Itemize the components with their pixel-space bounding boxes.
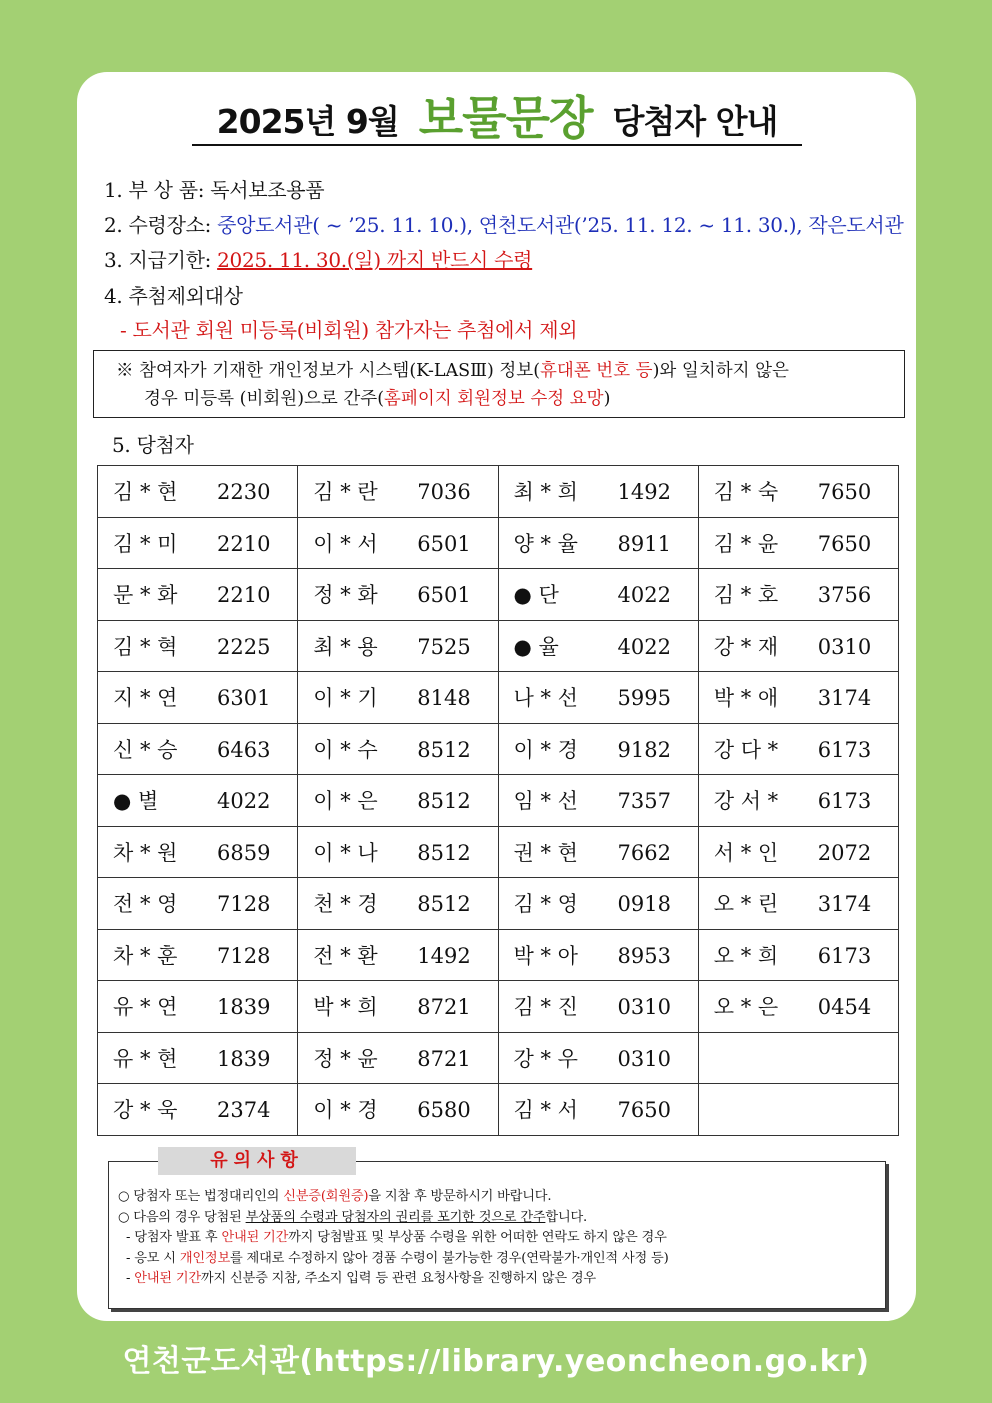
winner-name: 박 * 희 bbox=[313, 995, 378, 1020]
winner-cell bbox=[498, 1032, 698, 1084]
winner-cell bbox=[298, 826, 498, 878]
table-row bbox=[98, 929, 899, 981]
winner-cell bbox=[98, 775, 298, 827]
winner-code: 1839 bbox=[217, 1046, 271, 1071]
winner-cell bbox=[98, 929, 298, 981]
winner-code: 1492 bbox=[417, 943, 471, 968]
winner-name: 차 * 원 bbox=[113, 840, 178, 865]
winner-cell bbox=[298, 878, 498, 930]
info-pickup-label: 2. 수령장소: bbox=[104, 213, 218, 237]
winner-code: 0918 bbox=[617, 892, 671, 917]
winner-name: 김 * 란 bbox=[313, 480, 378, 505]
winner-name: 신 * 승 bbox=[113, 737, 178, 762]
caution-line-4: - 응모 시 개인정보를 제대로 수정하지 않아 경품 수령이 불가능한 경우(연락불가·개인적 사정 등) bbox=[118, 1250, 669, 1266]
winner-cell bbox=[98, 723, 298, 775]
winner-name: 이 * 나 bbox=[313, 840, 378, 865]
winner-cell bbox=[298, 1032, 498, 1084]
winner-cell bbox=[98, 569, 298, 621]
winner-name: 이 * 기 bbox=[313, 686, 378, 711]
caution-line-1: ○ 당첨자 또는 법정대리인의 신분증(회원증)을 지참 후 방문하시기 바랍니다. bbox=[118, 1189, 552, 1204]
winner-cell bbox=[698, 620, 898, 672]
winner-name: 이 * 경 bbox=[513, 737, 578, 762]
caution-lines bbox=[118, 1187, 669, 1290]
table-row bbox=[98, 981, 899, 1033]
winner-cell bbox=[98, 620, 298, 672]
winner-code: 8721 bbox=[417, 995, 471, 1020]
caution-line-3: - 당첨자 발표 후 안내된 기간까지 당첨발표 및 부상품 수령을 위한 어떠한 연락도 하지 않은 경우 bbox=[118, 1230, 667, 1245]
winner-name: 강 * 재 bbox=[713, 634, 779, 659]
winner-name: 김 * 호 bbox=[713, 583, 779, 608]
info-prize: 1. 부 상 품: 독서보조용품 bbox=[104, 178, 325, 202]
winner-code: 6501 bbox=[417, 531, 471, 556]
winner-code: 7650 bbox=[617, 1098, 671, 1123]
winner-name: 나 * 선 bbox=[513, 686, 578, 711]
winner-code: 2210 bbox=[217, 531, 271, 556]
winner-code: 2230 bbox=[217, 480, 271, 505]
winner-code: 6501 bbox=[417, 583, 471, 608]
winner-name: 강 서 * bbox=[713, 789, 779, 814]
winner-code: 5995 bbox=[617, 686, 671, 711]
winner-code: 8512 bbox=[417, 737, 471, 762]
winner-cell bbox=[498, 620, 698, 672]
winner-cell bbox=[698, 929, 898, 981]
winner-name: 정 * 윤 bbox=[313, 1046, 378, 1071]
winner-name: 김 * 숙 bbox=[713, 480, 779, 505]
winner-name: 유 * 현 bbox=[113, 1046, 178, 1071]
winner-name: 차 * 훈 bbox=[113, 943, 178, 968]
page-title bbox=[192, 88, 802, 146]
winner-code: 7128 bbox=[217, 943, 271, 968]
title-suffix: 당첨자 안내 bbox=[612, 102, 778, 141]
winner-name: 오 * 은 bbox=[713, 995, 779, 1020]
winner-cell bbox=[98, 826, 298, 878]
winner-name: 양 * 율 bbox=[513, 531, 578, 556]
info-deadline bbox=[104, 244, 532, 273]
winner-name: 유 * 연 bbox=[113, 995, 178, 1020]
winner-name: 김 * 혁 bbox=[113, 634, 178, 659]
footer-library-url[interactable]: 연천군도서관(https://library.yeoncheon.go.kr) bbox=[122, 1344, 870, 1379]
table-row bbox=[98, 517, 899, 569]
winner-code: 6463 bbox=[217, 737, 271, 762]
winner-name: 이 * 은 bbox=[313, 789, 378, 814]
winners-table bbox=[97, 465, 899, 1136]
winner-code: 6301 bbox=[217, 686, 271, 711]
winner-cell bbox=[98, 878, 298, 930]
winner-code: 6173 bbox=[817, 943, 872, 968]
notice-line-1: ※ 참여자가 기재한 개인정보가 시스템(K-LASⅢ) 정보(휴대폰 번호 등)와 일치하지 않은 bbox=[116, 361, 789, 381]
winner-code: 1839 bbox=[217, 995, 271, 1020]
winner-code: 3174 bbox=[817, 686, 872, 711]
winner-name: 천 * 경 bbox=[313, 892, 378, 917]
winner-cell bbox=[498, 775, 698, 827]
winner-name: 문 * 화 bbox=[113, 583, 178, 608]
winner-name: 지 * 연 bbox=[113, 686, 178, 711]
winner-code: 6173 bbox=[817, 789, 872, 814]
winner-code: 6580 bbox=[417, 1098, 471, 1123]
winner-code: 8953 bbox=[617, 943, 671, 968]
table-row bbox=[98, 723, 899, 775]
winner-code: 7357 bbox=[617, 789, 671, 814]
winner-name: 오 * 희 bbox=[713, 943, 779, 968]
winner-name: 김 * 현 bbox=[113, 480, 178, 505]
winner-name: 박 * 아 bbox=[513, 943, 578, 968]
winner-name: 이 * 경 bbox=[313, 1098, 378, 1123]
winner-cell bbox=[98, 981, 298, 1033]
winner-cell bbox=[298, 981, 498, 1033]
winner-cell bbox=[498, 981, 698, 1033]
table-row bbox=[98, 775, 899, 827]
winner-name: 박 * 애 bbox=[713, 686, 779, 711]
winner-cell bbox=[498, 826, 698, 878]
winner-cell bbox=[498, 878, 698, 930]
winner-code: 3174 bbox=[817, 892, 872, 917]
winner-code: 4022 bbox=[617, 583, 671, 608]
winner-name: 김 * 진 bbox=[513, 995, 578, 1020]
info-deadline-label: 3. 지급기한: bbox=[104, 248, 218, 272]
winner-cell bbox=[298, 1084, 498, 1136]
winner-code: 1492 bbox=[617, 480, 671, 505]
winner-name: 오 * 린 bbox=[713, 892, 779, 917]
winner-code: 3756 bbox=[817, 583, 872, 608]
winner-name: 김 * 미 bbox=[113, 531, 178, 556]
winner-name: 이 * 서 bbox=[313, 531, 378, 556]
winner-code: 0310 bbox=[817, 634, 872, 659]
winner-cell bbox=[698, 981, 898, 1033]
winner-code: 4022 bbox=[217, 789, 271, 814]
winner-cell bbox=[498, 672, 698, 724]
winner-cell bbox=[498, 1084, 698, 1136]
winner-name: 강 * 욱 bbox=[113, 1098, 178, 1123]
winner-code: 7128 bbox=[217, 892, 271, 917]
winner-name: 서 * 인 bbox=[713, 840, 779, 865]
table-row bbox=[98, 1084, 899, 1136]
winner-name: ● 단 bbox=[513, 583, 559, 608]
winner-code: 8512 bbox=[417, 840, 471, 865]
winner-name: 전 * 환 bbox=[313, 943, 378, 968]
info-pickup-value: 중앙도서관( ~ ’25. 11. 10.), 연천도서관(’25. 11. 12. ~ 11. 30.), 작은도서관 bbox=[217, 213, 904, 237]
winner-cell bbox=[298, 569, 498, 621]
winner-code: 8512 bbox=[417, 789, 471, 814]
winner-code: 2210 bbox=[217, 583, 271, 608]
title-prefix: 2025년 9월 bbox=[216, 102, 399, 141]
winner-cell bbox=[698, 672, 898, 724]
table-row bbox=[98, 620, 899, 672]
info-exclusion: 4. 추첨제외대상 bbox=[104, 284, 243, 308]
winner-code: 0310 bbox=[617, 1046, 671, 1071]
winner-code: 6173 bbox=[817, 737, 872, 762]
winner-name: 강 다 * bbox=[713, 737, 779, 762]
info-pickup-place bbox=[104, 209, 903, 238]
winner-name: 최 * 용 bbox=[313, 634, 378, 659]
winner-code: 7036 bbox=[417, 480, 471, 505]
winner-name: 이 * 수 bbox=[313, 737, 378, 762]
winner-name: 강 * 우 bbox=[513, 1046, 578, 1071]
winner-name: ● 율 bbox=[513, 634, 559, 659]
winner-code: 8911 bbox=[617, 531, 671, 556]
winner-cell bbox=[98, 1084, 298, 1136]
winner-cell bbox=[298, 775, 498, 827]
winner-code: 2225 bbox=[217, 634, 271, 659]
winner-cell bbox=[498, 929, 698, 981]
winner-cell bbox=[698, 517, 898, 569]
winner-code: 8721 bbox=[417, 1046, 471, 1071]
winner-code: 8512 bbox=[417, 892, 471, 917]
winner-name: 전 * 영 bbox=[113, 892, 178, 917]
winner-cell bbox=[98, 466, 298, 518]
winner-cell bbox=[698, 878, 898, 930]
winner-name: 임 * 선 bbox=[513, 789, 578, 814]
table-row bbox=[98, 672, 899, 724]
notice-box bbox=[93, 350, 905, 418]
table-row bbox=[98, 878, 899, 930]
winner-code: 7662 bbox=[617, 840, 671, 865]
winner-code: 7525 bbox=[417, 634, 471, 659]
winner-cell bbox=[698, 569, 898, 621]
winner-cell bbox=[298, 620, 498, 672]
winner-cell bbox=[698, 466, 898, 518]
winner-name: 권 * 현 bbox=[513, 840, 578, 865]
info-deadline-value: 2025. 11. 30.(일) 까지 반드시 수령 bbox=[217, 248, 533, 272]
winner-cell bbox=[298, 466, 498, 518]
winner-code: 0454 bbox=[817, 995, 872, 1020]
winner-cell bbox=[498, 466, 698, 518]
info-exclusion-detail: - 도서관 회원 미등록(비회원) 참가자는 추첨에서 제외 bbox=[120, 318, 578, 342]
winner-cell bbox=[498, 569, 698, 621]
winner-cell bbox=[498, 723, 698, 775]
winner-code: 2072 bbox=[817, 840, 872, 865]
winner-code: 0310 bbox=[617, 995, 671, 1020]
table-row bbox=[98, 569, 899, 621]
winner-name: 김 * 서 bbox=[513, 1098, 578, 1123]
winner-code: 6859 bbox=[217, 840, 271, 865]
table-row bbox=[98, 1032, 899, 1084]
winner-code: 4022 bbox=[617, 634, 671, 659]
winner-cell bbox=[298, 517, 498, 569]
winner-name: 정 * 화 bbox=[313, 583, 378, 608]
winner-name: ● 별 bbox=[113, 789, 159, 814]
winner-code: 2374 bbox=[217, 1098, 271, 1123]
winner-cell bbox=[698, 1084, 898, 1136]
winner-name: 김 * 윤 bbox=[713, 531, 779, 556]
winner-cell bbox=[698, 1032, 898, 1084]
winner-code: 7650 bbox=[817, 531, 872, 556]
table-row bbox=[98, 466, 899, 518]
winner-cell bbox=[298, 672, 498, 724]
table-row bbox=[98, 826, 899, 878]
winner-cell bbox=[98, 1032, 298, 1084]
winner-cell bbox=[98, 672, 298, 724]
winner-cell bbox=[698, 723, 898, 775]
winner-cell bbox=[298, 723, 498, 775]
winner-code: 9182 bbox=[617, 737, 671, 762]
winner-cell bbox=[298, 929, 498, 981]
notice-line-2: 경우 미등록 (비회원)으로 간주(홈페이지 회원정보 수정 요망) bbox=[144, 389, 611, 409]
winner-cell bbox=[698, 775, 898, 827]
winner-code: 8148 bbox=[417, 686, 471, 711]
winner-code: 7650 bbox=[817, 480, 872, 505]
winners-heading: 5. 당첨자 bbox=[112, 433, 194, 457]
winner-cell bbox=[98, 517, 298, 569]
caution-title: 유의사항 bbox=[158, 1147, 356, 1175]
winner-cell bbox=[698, 826, 898, 878]
winner-cell bbox=[498, 517, 698, 569]
winner-name: 김 * 영 bbox=[513, 892, 578, 917]
caution-line-5: - 안내된 기간까지 신분증 지참, 주소지 입력 등 관련 요청사항을 진행하지 않은 경우 bbox=[118, 1271, 596, 1286]
title-highlight: 보물문장 bbox=[418, 91, 593, 145]
caution-line-2: ○ 다음의 경우 당첨된 부상품의 수령과 당첨자의 권리를 포기한 것으로 간주합니다. bbox=[118, 1209, 588, 1225]
winner-name: 최 * 희 bbox=[513, 480, 578, 505]
